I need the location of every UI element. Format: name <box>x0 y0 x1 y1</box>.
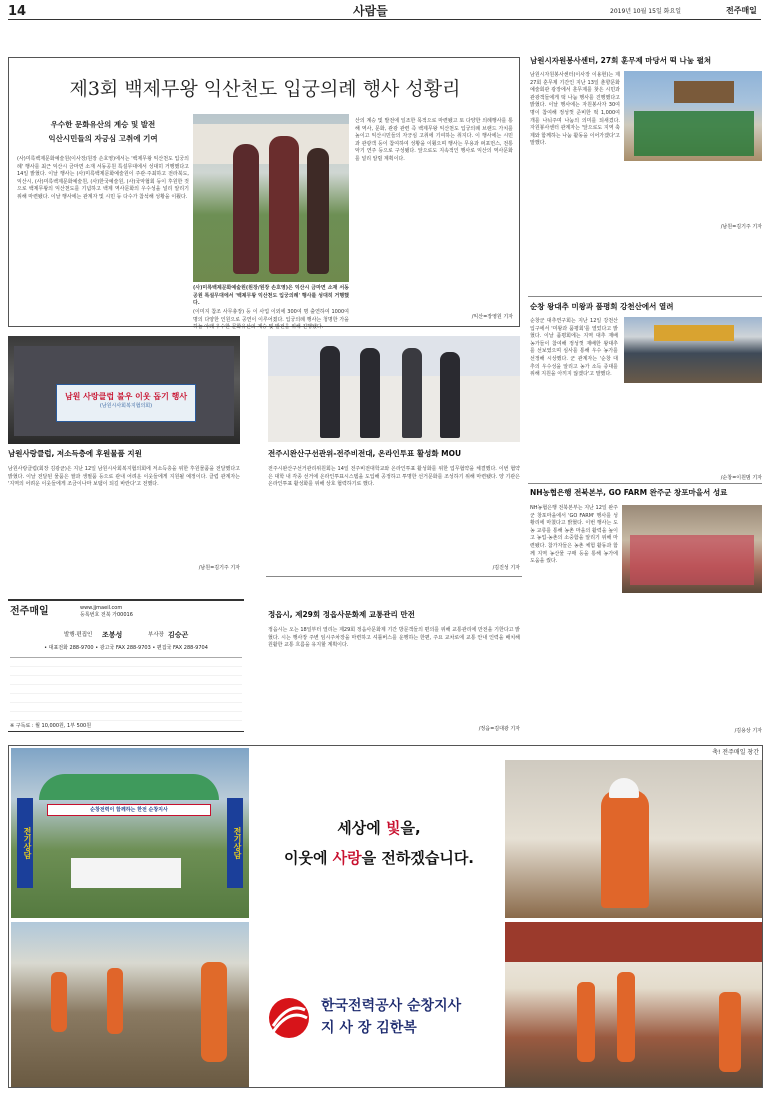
slogan-prefix: 이웃에 <box>283 849 333 867</box>
slogan-suffix: 을 전하겠습니다. <box>361 849 475 867</box>
slogan-highlight: 빛 <box>386 819 401 837</box>
story-r1-byline: /남원=김기주 기자 <box>720 224 762 230</box>
roof <box>505 922 762 962</box>
person <box>402 348 422 438</box>
top-story-body-1: (사)미륵백제문화예술원(이사장/원장 손호영)에서는 '백제무왕 익산천도 입궁의례' 행사를 최근 익산시 금마면 소재 서동공원 특설무대에서 성대히 거행했다고 14일 밝혔다. 이날 행사는 (사)미륵백제문화예술원이 주관·주최하고 전라북도, 익산시, (사)미륵백제문화예술원, (사)한국예술원, (사)국악협회 등이 후원한 것으로 백제무왕의 익산천도를 기념하고 백제 역사문화의 우수성을 널리 알리기 위해 마련됐다. 이날 행사에는 관계자 및 시민 등 다수가 참석해 성황을 이뤘다. <box>17 156 189 200</box>
tent-roof <box>39 774 219 800</box>
divider <box>528 483 762 484</box>
story-m1-photo <box>8 336 240 444</box>
tent-banner: 순창전력이 함께하는 한전 순창지사 <box>47 804 211 816</box>
masthead-footer: ※ 구독료 : 월 10,000원, 1부 500원 <box>10 723 92 729</box>
stage-banner <box>654 325 734 341</box>
worker <box>107 968 123 1034</box>
paper-name: 전주매일 <box>726 6 757 15</box>
performer <box>307 148 329 274</box>
kepco-logo-icon <box>267 996 311 1040</box>
worker <box>577 982 595 1062</box>
issue-date: 2019년 10월 15일 화요일 <box>610 8 682 15</box>
story-m2-body: 전주시완산구선거관리위원회는 14일 전주비전대학교와 온라인투표 활성화를 위한 업무협약을 체결했다. 이번 협약은 대학 내 각종 선거에 온라인투표시스템을 도입해 공정하고 투명한 선거문화를 조성하기 위해 마련됐다. 양 기관은 온라인투표 활성화를 위해 상호 협력하기로 했다. <box>268 466 520 488</box>
top-story-title: 제3회 백제무왕 익산천도 입궁의례 행사 성황리 <box>69 78 461 100</box>
volunteers <box>634 111 754 156</box>
story-m3-byline: /정읍=김대광 기자 <box>478 726 520 732</box>
performer <box>269 136 299 274</box>
divider <box>528 296 762 297</box>
story-r2-photo <box>624 317 762 383</box>
backdrop <box>268 336 520 376</box>
masthead-name: 전주매일 <box>10 606 49 617</box>
story-r2-body: 순창군 대추연구회는 지난 12일 강천산 입구에서 '미왕과 품평회'를 열었다고 밝혔다. 이날 품평회에는 지역 대추 재배 농가들이 참여해 정성껏 재배한 왕대추를 선보였으며 심사를 통해 우수 농가를 선정해 시상했다. 군 관계자는 '순창 대추의 우수성을 알리고 농가 소득 증대를 위해 지원을 아끼지 않겠다'고 말했다. <box>530 318 618 378</box>
group <box>630 535 754 585</box>
masthead-reg: 등록번호 전북 가00016 <box>80 612 133 618</box>
story-r2-byline: /순창=이원범 기자 <box>720 475 762 481</box>
page-header <box>8 2 761 20</box>
ad-slogan-line-2 <box>259 848 499 870</box>
story-m2-photo <box>268 336 520 442</box>
performer <box>233 144 259 274</box>
person <box>320 346 340 438</box>
section-title: 사람들 <box>353 4 388 18</box>
table <box>71 858 181 888</box>
publisher-name: 조봉성 <box>102 631 123 639</box>
story-m3-title: 정읍시, 제29회 정읍사문화제 교통관리 만전 <box>268 610 415 619</box>
story-r3-byline: /김용상 기자 <box>734 728 762 734</box>
story-r1-body: 남원시자원봉사센터(이사장 이용현)는 제27회 훈무제 기간인 지난 13일 춘향문화예술회관 광장에서 훈무제를 찾은 시민과 관광객들에게 떡 나눔 행사를 진행했다고 밝혔다. 이날 행사에는 자원봉사자 30여명이 참여해 정성껏 준비한 떡 1,000여 개를 나눠주며 나눔의 의미를 되새겼다. 자원봉사센터 관계자는 '앞으로도 지역 축제와 함께하는 나눔 활동을 이어가겠다'고 말했다. <box>530 72 620 147</box>
masthead-url: www.jjmaeil.com <box>80 605 123 611</box>
story-r3-title: NH농협은행 전북본부, GO FARM 완주군 창포마을서 성료 <box>530 488 728 497</box>
worker <box>51 972 67 1032</box>
story-r1-title: 남원시자원봉사센터, 27회 훈무제 마당서 떡 나눔 펼쳐 <box>530 56 712 65</box>
banner-subtitle: (남원시사회복지협의회) <box>99 402 153 409</box>
kepco-logo <box>267 996 311 1040</box>
worker <box>719 992 741 1072</box>
slogan-suffix: 을, <box>400 819 421 837</box>
person <box>360 348 380 438</box>
divider <box>266 576 522 577</box>
editor-label: 부사장 <box>148 632 164 638</box>
editor-name: 김승곤 <box>168 631 189 639</box>
ad-slogan-line-1 <box>259 818 499 840</box>
ad-photo-tent <box>11 748 249 918</box>
top-story-byline: /익산=장영원 기자 <box>471 314 513 320</box>
top-story-subtitle-1: 우수한 문화유산의 계승 및 발전 <box>50 120 156 129</box>
top-story <box>8 57 520 331</box>
ad-photo-house <box>505 922 762 1087</box>
story-m2-title: 전주시완산구선관위-전주비전대, 온라인투표 활성화 MOU <box>268 449 462 458</box>
side-banner: 전기상담 <box>17 798 33 888</box>
worker <box>601 790 649 908</box>
story-r3-body: NH농협은행 전북본부는 지난 12일 완주군 창포마을에서 'GO FARM' 행사를 성황리에 마쳤다고 밝혔다. 이번 행사는 도농 교류를 통해 농촌 마을의 활력을 높이고 농업·농촌의 소중함을 알리기 위해 마련됐다. 참가자들은 농촌 체험 활동과 함께 지역 농산물 구매 등을 통해 농가에 도움을 줬다. <box>530 505 618 565</box>
pavilion <box>674 81 734 103</box>
slogan-highlight: 사랑 <box>332 849 362 867</box>
directory-table <box>10 657 242 721</box>
top-story-subtitle-2: 익산시민들의 자긍심 고취에 기여 <box>48 134 158 143</box>
masthead-contact: • 대표전화 288-9700 • 광고국 FAX 288-9703 • 편집국 FAX 288-9704 <box>44 645 208 651</box>
worker <box>201 962 227 1062</box>
story-m2-byline: /김진성 기자 <box>492 565 520 571</box>
page-number: 14 <box>8 4 27 19</box>
banner <box>56 384 196 422</box>
story-m1-byline: /남원=김기주 기자 <box>198 565 240 571</box>
ad-manager: 지 사 장 김한복 <box>321 1020 417 1036</box>
ad-label: 축! 전주매일 창간 <box>712 749 759 756</box>
top-story-body-2: (이미지 참조 사무총장) 등 이 사업 이외에 300여 명 출연하여 1000여명의 다양한 인원으로 공연이 이루어졌다. 입궁의례 행사는 청명한 가을 하늘 아래 우수한 문화유산의 계승 및 발전을 위해 진행됐다. <box>193 309 349 331</box>
story-m1-title: 남원사랑클럽, 저소득층에 후원물품 지원 <box>8 449 142 458</box>
story-r1-body-cont <box>530 164 762 220</box>
publisher-label: 발행·편집인 <box>64 632 93 638</box>
slogan-prefix: 세상에 <box>337 819 386 837</box>
person <box>440 352 460 438</box>
hard-hat <box>609 778 639 798</box>
side-banner: 전기상담 <box>227 798 243 888</box>
ad-photo-worker <box>505 760 762 918</box>
story-r3-body-cont <box>530 600 762 728</box>
ad-company: 한국전력공사 순창지사 <box>321 998 462 1014</box>
top-story-photo-caption: (사)미륵백제문화예술원(원장/원장 손호영)은 익산시 금마면 소재 서동공원 특설무대에서 '백제무왕 익산천도 입궁의례' 행사를 성대히 거행했다. <box>193 285 349 307</box>
top-story-body-3: 산의 계승 및 발전에 일조한 목적으로 마련됐고 또 다양한 의례행사를 통해 역사, 문화, 관광 관련 즉 백제무왕 익산천도 입궁의례 브랜드 가치를 높이고 익산시민들의 자긍심 고취에 기여하는 취지다. 이 행사에는 시민과 관광객 등이 참여하여 성황을 이뤘으며 행사는 무용과 퍼포먼스, 전통 악기 연주 등으로 구성됐다. 앞으로도 지속적인 행사로 익산의 역사문화를 널리 알릴 계획이다. <box>355 118 513 162</box>
story-r3-photo <box>622 505 762 593</box>
advertisement <box>8 745 763 1088</box>
banner-title: 남원 사랑클럽 불우 이웃 돕기 행사 <box>64 392 188 401</box>
story-m1-body: 남원사랑클럽(회장 김광균)은 지난 12일 남원시사회복지협의회에 저소득층을 위한 후원물품을 전달했다고 밝혔다. 이날 전달된 물품은 쌀과 생필품 등으로 관내 어려운 이웃들에게 지원될 예정이다. 클럽 관계자는 '지역의 어려운 이웃들에게 조금이나마 보탬이 되길 바란다'고 전했다. <box>8 466 240 488</box>
top-story-photo <box>193 114 349 282</box>
story-m3-body: 정읍시는 오는 18일부터 열리는 제29회 정읍사문화제 기간 방문객들의 편의를 위해 교통관리에 만전을 기한다고 밝혔다. 시는 행사장 주변 임시주차장을 마련하고 셔틀버스를 운행하는 한편, 주요 교차로에 교통 안내 인력을 배치해 원활한 교통 흐름을 유지할 계획이다. <box>268 627 520 649</box>
worker <box>617 972 635 1062</box>
story-r1-photo <box>624 71 762 161</box>
masthead <box>8 599 244 732</box>
story-r2-title: 순창 왕대추 미왕과 품평회 강천산에서 열려 <box>530 302 674 311</box>
ad-photo-field <box>11 922 249 1087</box>
